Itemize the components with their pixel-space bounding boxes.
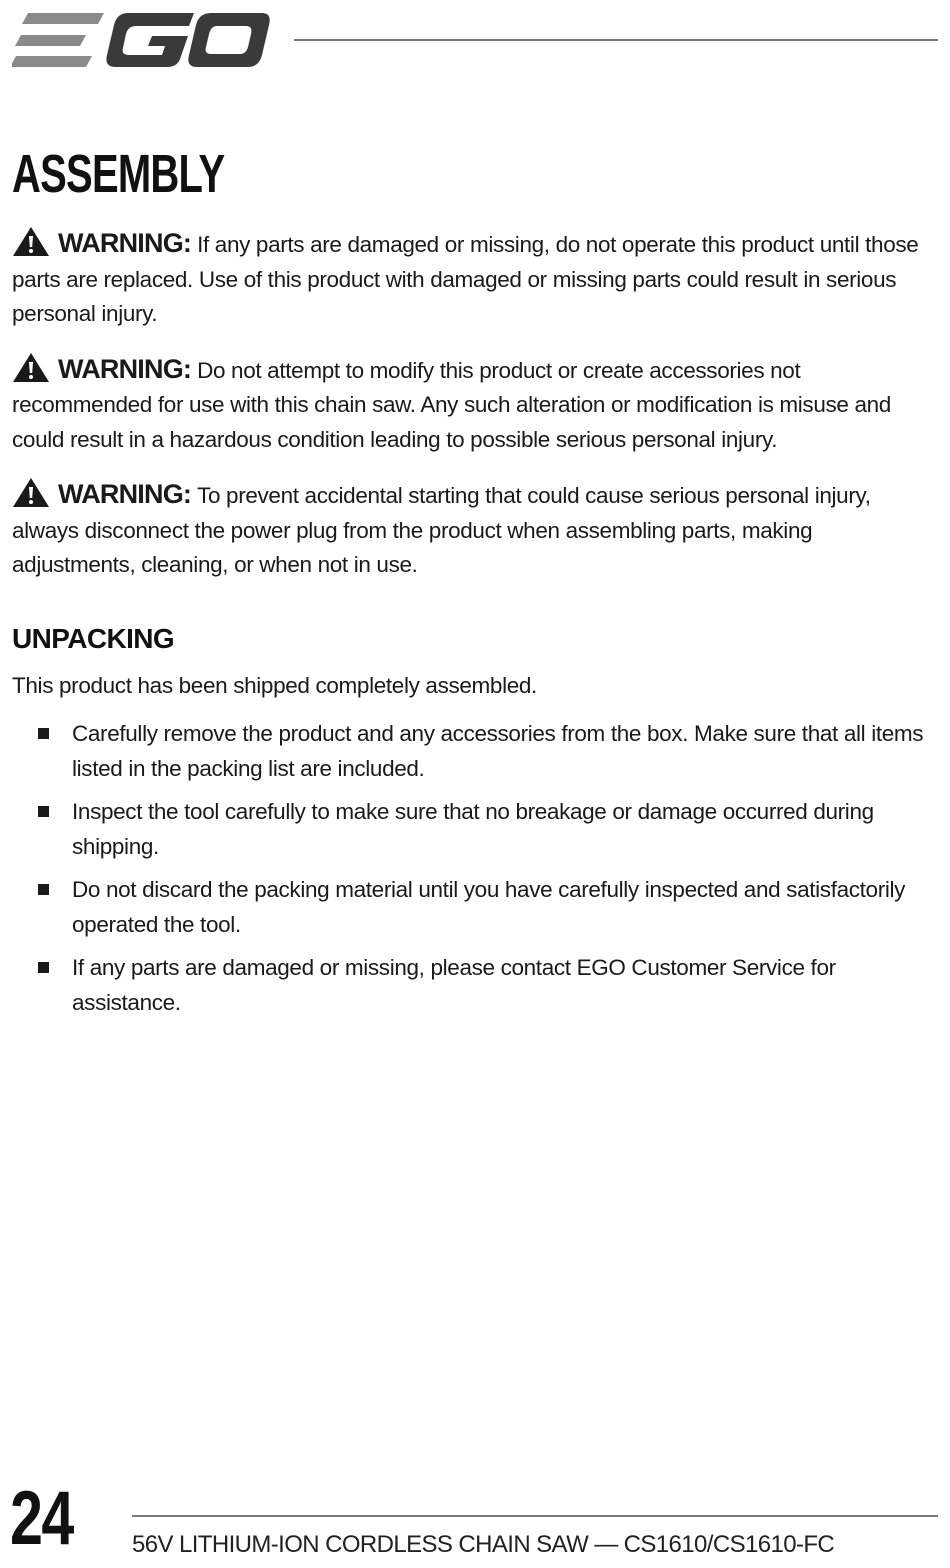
page-content	[12, 226, 932, 1029]
page-number: 24	[10, 1476, 73, 1561]
square-bullet-icon	[38, 806, 49, 817]
warning-text: If any parts are damaged or missing, do not operate this product until those parts are replaced. Use of this product with damaged or missing parts could result in serious personal injury.	[12, 232, 919, 326]
list-item-text: If any parts are damaged or missing, please contact EGO Customer Service for assistance.	[72, 955, 836, 1015]
footer-rule	[132, 1515, 938, 1517]
warning-block	[12, 352, 932, 458]
warning-label: WARNING:	[58, 479, 192, 509]
list-item	[12, 795, 932, 864]
warning-label: WARNING:	[58, 228, 192, 258]
warning-text: Do not attempt to modify this product or create accessories not recommended for use with this chain saw. Any such alteration or modification is misuse and could result in a hazardous condition leading to possible serious personal injury.	[12, 357, 891, 452]
unpacking-heading: UNPACKING	[12, 622, 175, 654]
list-item	[12, 717, 932, 786]
warning-block	[12, 477, 932, 583]
warning-triangle-icon	[12, 477, 50, 508]
warning-label: WARNING:	[58, 353, 192, 384]
page-header	[0, 0, 950, 80]
square-bullet-icon	[38, 884, 49, 895]
warning-triangle-icon	[12, 352, 50, 383]
footer-product-line: 56V LITHIUM-ION CORDLESS CHAIN SAW — CS1610/CS1610-FC	[132, 1531, 835, 1558]
list-item-text: Do not discard the packing material until you have carefully inspected and satisfactorily operated the tool.	[72, 877, 906, 937]
square-bullet-icon	[38, 962, 49, 973]
ego-logo	[12, 10, 270, 70]
list-item-text: Carefully remove the product and any accessories from the box. Make sure that all items listed in the packing list are included.	[72, 721, 924, 781]
list-item-text: Inspect the tool carefully to make sure that no breakage or damage occurred during shipping.	[72, 799, 874, 859]
warning-triangle-icon	[12, 226, 50, 257]
page-title: ASSEMBLY	[12, 144, 225, 204]
list-item	[12, 873, 932, 942]
page-footer	[0, 1470, 950, 1568]
warning-text: To prevent accidental starting that could cause serious personal injury, always disconnect the power plug from the product when assembling parts, making adjustments, cleaning, or when not in use.	[12, 483, 871, 577]
unpacking-list	[12, 717, 932, 1020]
unpacking-intro: This product has been shipped completely assembled.	[12, 672, 537, 698]
header-rule	[294, 39, 938, 41]
warning-block	[12, 226, 932, 332]
list-item	[12, 951, 932, 1020]
square-bullet-icon	[38, 728, 49, 739]
